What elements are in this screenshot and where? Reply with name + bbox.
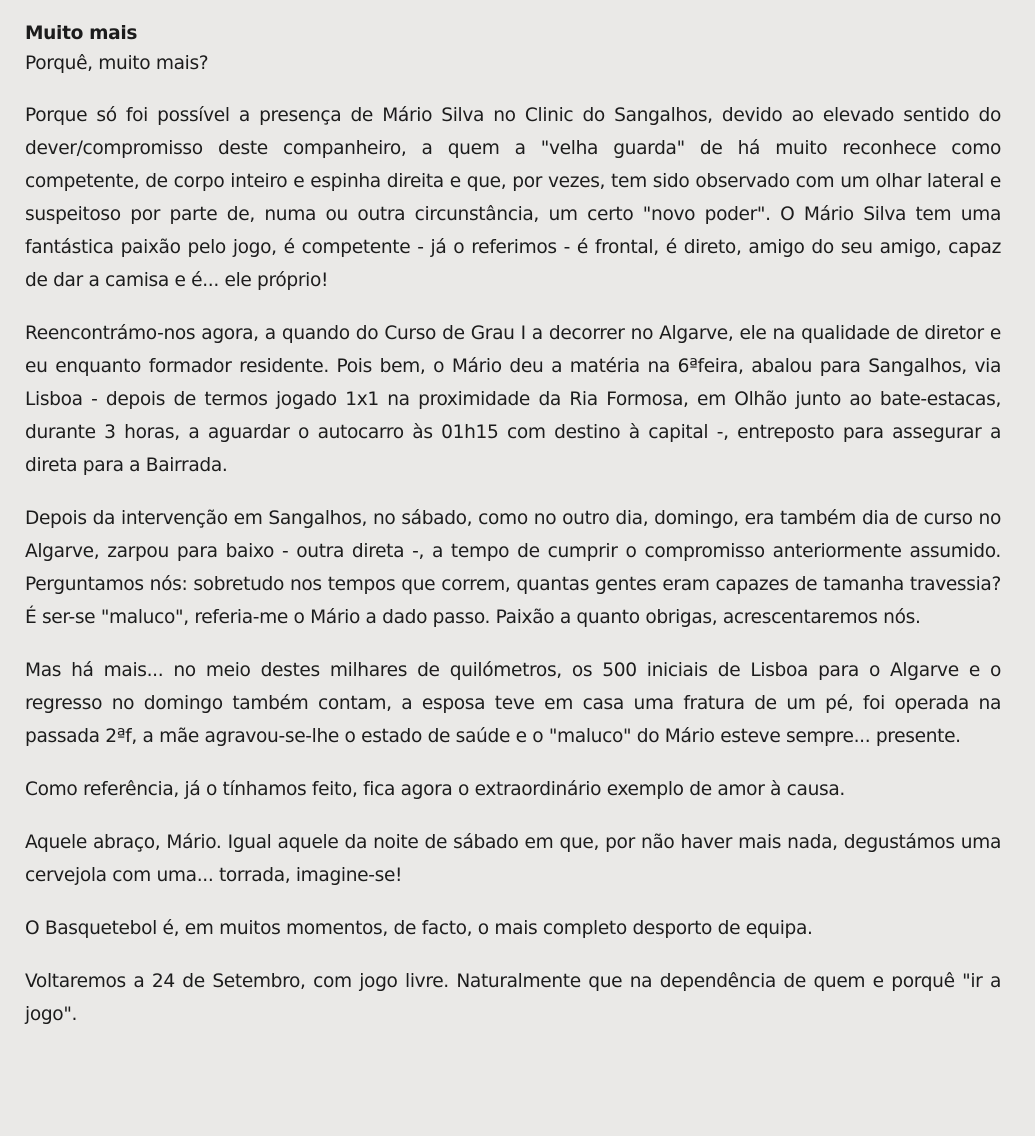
paragraph: Voltaremos a 24 de Setembro, com jogo livre. Naturalmente que na dependência de quem e porquê "ir a jogo". [25, 971, 1001, 1025]
paragraph: Reencontrámo-nos agora, a quando do Curso de Grau I a decorrer no Algarve, ele na qualidade de diretor e eu enquanto formador residente. Pois bem, o Mário deu a matéria na 6ªfeira, abalou para Sangalhos, via Lisboa - depois de termos jogado 1x1 na proximidade da Ria Formosa, em Olhão junto ao bate-estacas, durante 3 horas, a aguardar o autocarro às 01h15 com destino à capital -, entreposto para assegurar a direta para a Bairrada. [25, 323, 1001, 476]
paragraph: Mas há mais... no meio destes milhares de quilómetros, os 500 iniciais de Lisboa para o Algarve e o regresso no domingo também contam, a esposa teve em casa uma fratura de um pé, foi operada na passada 2ªf, a mãe agravou-se-lhe o estado de saúde e o "maluco" do Mário esteve sempre... presente. [25, 660, 1001, 747]
paragraph: Porque só foi possível a presença de Mário Silva no Clinic do Sangalhos, devido ao elevado sentido do dever/compromisso deste companheiro, a quem a "velha guarda" de há muito reconhece como competente, de corpo inteiro e espinha direita e que, por vezes, tem sido observado com um olhar lateral e suspeitoso por parte de, numa ou outra circunstância, um certo "novo poder". O Mário Silva tem uma fantástica paixão pelo jogo, é competente - já o referimos - é frontal, é direto, amigo do seu amigo, capaz de dar a camisa e é... ele próprio! [25, 105, 1001, 291]
article [25, 20, 1001, 1051]
paragraph: Como referência, já o tínhamos feito, fica agora o extraordinário exemplo de amor à causa. [25, 779, 845, 800]
paragraph: Depois da intervenção em Sangalhos, no sábado, como no outro dia, domingo, era também dia de curso no Algarve, zarpou para baixo - outra direta -, a tempo de cumprir o compromisso anteriormente assumido. Perguntamos nós: sobretudo nos tempos que correm, quantas gentes eram capazes de tamanha travessia? É ser-se "maluco", referia-me o Mário a dado passo. Paixão a quanto obrigas, acrescentaremos nós. [25, 508, 1001, 628]
article-title: Muito mais [25, 23, 138, 44]
article-subtitle: Porquê, muito mais? [25, 53, 209, 74]
paragraph: Aquele abraço, Mário. Igual aquele da noite de sábado em que, por não haver mais nada, degustámos uma cervejola com uma... torrada, imagine-se! [25, 832, 1001, 886]
paragraph: O Basquetebol é, em muitos momentos, de facto, o mais completo desporto de equipa. [25, 918, 813, 939]
